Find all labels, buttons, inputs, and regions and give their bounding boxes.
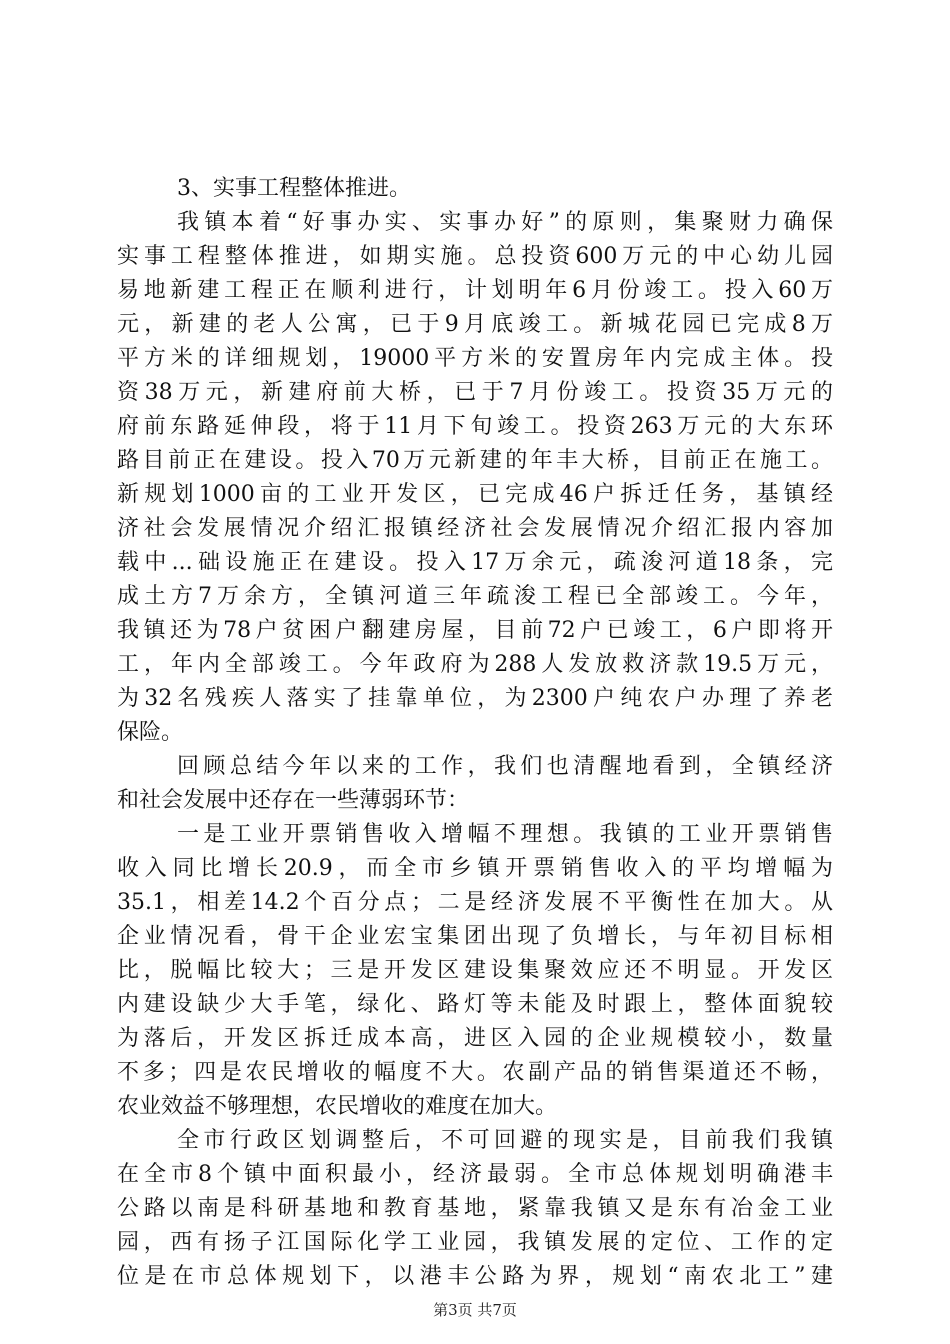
paragraph-line: 保险。 [117,720,184,745]
paragraph-line: 比，脱幅比较大；三是开发区建设集聚效应还不明显。开发区 [117,958,833,983]
paragraph-line: 府前东路延伸段，将于11月下旬竣工。投资263万元的大东环 [117,414,833,439]
paragraph-line: 平方米的详细规划，19000平方米的安置房年内完成主体。投 [117,346,833,371]
paragraph-line: 为32名残疾人落实了挂靠单位，为2300户纯农户办理了养老 [117,686,833,711]
paragraph-line: 全市行政区划调整后，不可回避的现实是，目前我们我镇 [177,1128,833,1153]
paragraph-line: 内建设缺少大手笔，绿化、路灯等未能及时跟上，整体面貌较 [117,992,833,1017]
paragraph-line: 位是在市总体规划下，以港丰公路为界，规划“南农北工”建 [117,1264,833,1289]
paragraph-line: 不多；四是农民增收的幅度不大。农副产品的销售渠道还不畅， [117,1060,833,1085]
paragraph-line: 公路以南是科研基地和教育基地，紧靠我镇又是东有冶金工业 [117,1196,833,1221]
section-heading: 3、实事工程整体推进。 [177,176,411,201]
paragraph-line: 资38万元，新建府前大桥，已于7月份竣工。投资35万元的 [117,380,833,405]
paragraph-line: 济社会发展情况介绍汇报镇经济社会发展情况介绍汇报内容加 [117,516,833,541]
paragraph-line: 收入同比增长20.9，而全市乡镇开票销售收入的平均增幅为 [117,856,833,881]
paragraph-line: 我镇还为78户贫困户翻建房屋，目前72户已竣工，6户即将开 [117,618,833,643]
paragraph-line: 工，年内全部竣工。今年政府为288人发放救济款19.5万元， [117,652,833,677]
paragraph-line: 园，西有扬子江国际化学工业园，我镇发展的定位、工作的定 [117,1230,833,1255]
paragraph-line: 35.1，相差14.2个百分点；二是经济发展不平衡性在加大。从 [117,890,833,915]
paragraph-line: 农业效益不够理想，农民增收的难度在加大。 [117,1094,558,1119]
paragraph-line: 成土方7万余方，全镇河道三年疏浚工程已全部竣工。今年， [117,584,833,609]
paragraph-line: 为落后，开发区拆迁成本高，进区入园的企业规模较小，数量 [117,1026,833,1051]
paragraph-line: 一是工业开票销售收入增幅不理想。我镇的工业开票销售 [177,822,833,847]
paragraph-line: 企业情况看，骨干企业宏宝集团出现了负增长，与年初目标相 [117,924,833,949]
paragraph-line: 元，新建的老人公寓，已于9月底竣工。新城花园已完成8万 [117,312,833,337]
paragraph-line: 新规划1000亩的工业开发区，已完成46户拆迁任务，基镇经 [117,482,833,507]
paragraph-line: 易地新建工程正在顺利进行，计划明年6月份竣工。投入60万 [117,278,833,303]
paragraph-line: 实事工程整体推进，如期实施。总投资600万元的中心幼儿园 [117,244,833,269]
paragraph-line: 在全市8个镇中面积最小，经济最弱。全市总体规划明确港丰 [117,1162,833,1187]
page-number-footer: 第3页 共7页 [433,1301,517,1319]
paragraph-line: 和社会发展中还存在一些薄弱环节： [117,788,470,813]
document-body [117,172,833,1294]
paragraph-line: 我镇本着“好事办实、实事办好”的原则，集聚财力确保 [177,210,833,235]
paragraph-line: 回顾总结今年以来的工作，我们也清醒地看到，全镇经济 [177,754,833,779]
paragraph-line: 载中...础设施正在建设。投入17万余元，疏浚河道18条，完 [117,550,833,575]
paragraph-line: 路目前正在建设。投入70万元新建的年丰大桥，目前正在施工。 [117,448,833,473]
